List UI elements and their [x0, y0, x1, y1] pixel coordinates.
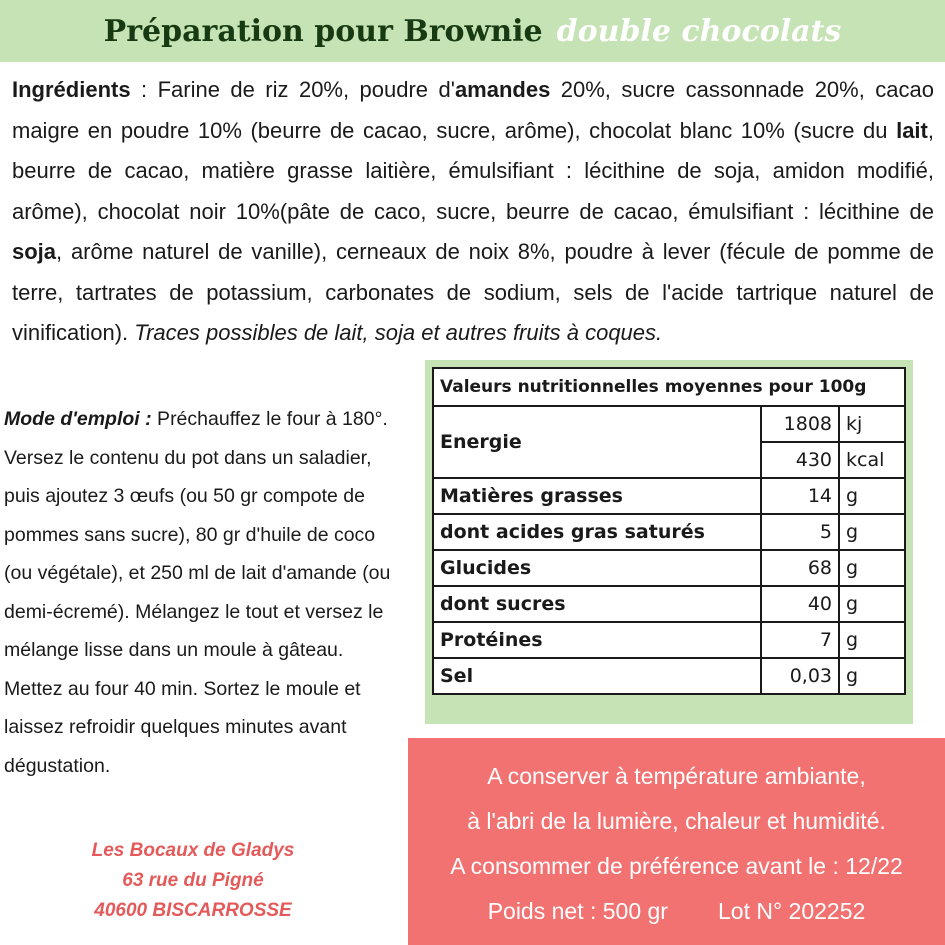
ingredients-part: 20%, sucre cassonnade 20%, cacao maigre en poudre 10% (beurre de cacao, sucre, arôme), chocolat blanc 10% (sucre du — [12, 77, 934, 143]
nutrition-value-kcal: 430 — [761, 442, 839, 478]
nutrition-value: 0,03 — [761, 658, 839, 694]
allergen-lait: lait — [896, 117, 928, 143]
nutrition-row — [433, 622, 905, 658]
header-banner — [0, 0, 945, 62]
ingredients-label: Ingrédients — [12, 77, 131, 102]
nutrition-unit: g — [839, 514, 905, 550]
nutrition-value: 7 — [761, 622, 839, 658]
nutrition-label-energy: Energie — [433, 406, 761, 478]
nutrition-label: Matières grasses — [433, 478, 761, 514]
nutrition-unit: g — [839, 586, 905, 622]
nutrition-row — [433, 658, 905, 694]
nutrition-label: dont sucres — [433, 586, 761, 622]
best-before: A consommer de préférence avant le : 12/22 — [450, 853, 903, 879]
mode-emploi-text: Préchauffez le four à 180°. Versez le contenu du pot dans un saladier, puis ajoutez 3 œufs (ou 50 gr compote de pommes sans sucre), 80 gr d'huile de coco (ou végétale), et 250 ml de lait d'amande (ou demi-écremé). Mélangez le tout et versez le mélange lisse dans un moule à gâteau. Mettez au four 40 min. Sortez le moule et laissez refroidir quelques minutes avant dégustation. — [4, 408, 391, 777]
allergen-amandes: amandes — [454, 77, 551, 102]
nutrition-label: Sel — [433, 658, 761, 694]
address-block — [28, 836, 358, 926]
ingredients-part: , beurre de cacao, matière grasse laitière, émulsifiant : lécithine de soja, amidon modifié, arôme), chocolat noir 10%(pâte de caco, sucre, beurre de cacao, émulsifiant : lécithine de — [12, 117, 934, 224]
nutrition-value: 5 — [761, 514, 839, 550]
nutrition-title: Valeurs nutritionnelles moyennes pour 100g — [433, 368, 905, 406]
nutrition-table — [432, 367, 906, 695]
nutrition-row — [433, 550, 905, 586]
net-weight: Poids net : 500 gr — [487, 898, 668, 924]
nutrition-unit: g — [839, 658, 905, 694]
traces-warning: Traces possibles de lait, soja et autres fruits à coques. — [134, 320, 663, 345]
nutrition-row-energy-kj — [433, 406, 905, 442]
nutrition-header-row — [433, 368, 905, 406]
nutrition-label: Protéines — [433, 622, 761, 658]
nutrition-unit: g — [839, 478, 905, 514]
ingredients-text — [12, 70, 934, 354]
title-main: Préparation pour Brownie — [103, 13, 543, 49]
nutrition-value: 14 — [761, 478, 839, 514]
nutrition-unit-kcal: kcal — [839, 442, 905, 478]
nutrition-value-kj: 1808 — [761, 406, 839, 442]
lot-number: Lot N° 202252 — [717, 898, 866, 924]
nutrition-unit: g — [839, 622, 905, 658]
company-name: Les Bocaux de Gladys — [91, 840, 295, 861]
nutrition-value: 40 — [761, 586, 839, 622]
nutrition-unit-kj: kj — [839, 406, 905, 442]
nutrition-row — [433, 514, 905, 550]
nutrition-value: 68 — [761, 550, 839, 586]
mode-emploi-label: Mode d'emploi : — [4, 408, 152, 430]
storage-box — [408, 738, 945, 945]
nutrition-row — [433, 478, 905, 514]
address-street: 63 rue du Pigné — [122, 870, 264, 891]
address-city: 40600 BISCARROSSE — [94, 900, 292, 921]
mode-emploi — [4, 400, 404, 785]
title-accent: double chocolats — [556, 13, 842, 49]
storage-line-temperature: A conserver à température ambiante, — [487, 763, 866, 789]
nutrition-unit: g — [839, 550, 905, 586]
allergen-soja: soja — [12, 239, 57, 264]
storage-line-conditions: à l'abri de la lumière, chaleur et humidité. — [467, 808, 886, 834]
ingredients-part: , arôme naturel de vanille), cerneaux de noix 8%, poudre à lever (fécule de pomme de terre, tartrates de potassium, carbonates de sodium, sels de l'acide tartrique naturel de vinification). — [12, 239, 934, 345]
nutrition-row — [433, 586, 905, 622]
nutrition-label: dont acides gras saturés — [433, 514, 761, 550]
weight-lot-row — [408, 889, 945, 934]
nutrition-label: Glucides — [433, 550, 761, 586]
ingredients-part: : Farine de riz 20%, poudre d' — [130, 77, 455, 102]
